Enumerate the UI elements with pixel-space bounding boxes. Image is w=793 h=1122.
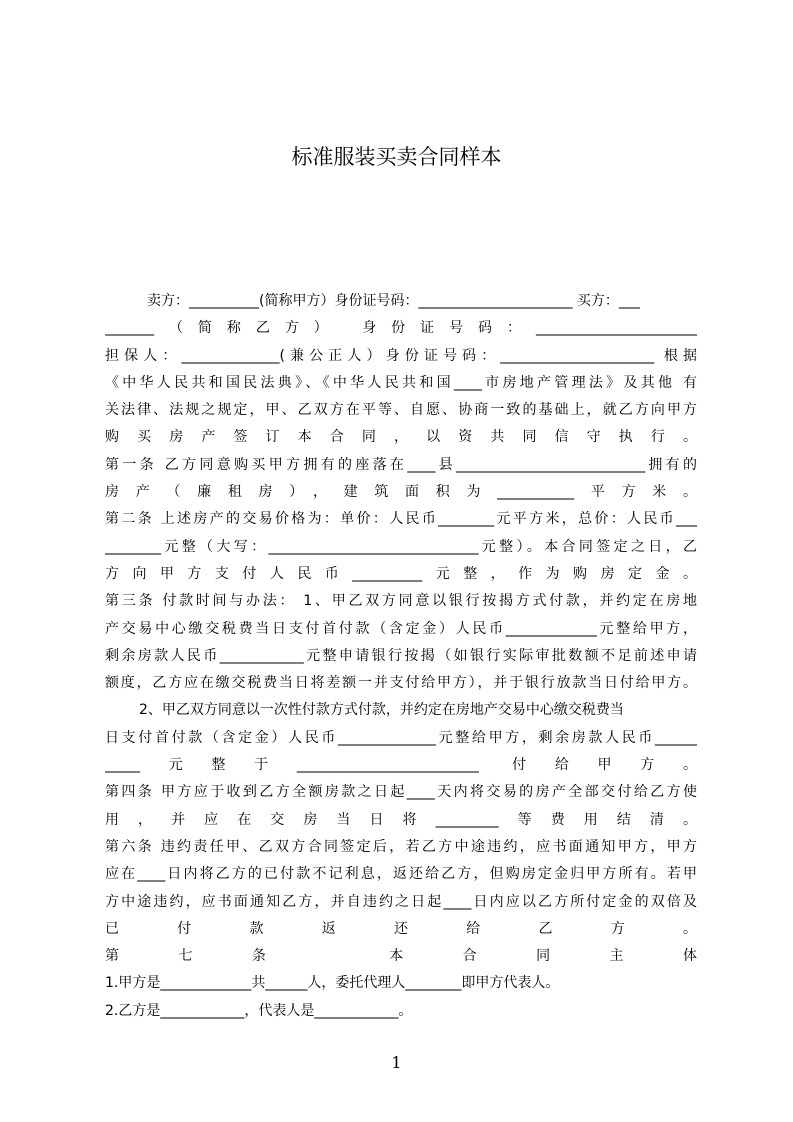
text-line: 第六条 违约责任甲、乙双方合同签定后，若乙方中途违约，应书面通知甲方，甲方 [105, 838, 697, 855]
text-line: 方中途违约，应书面通知乙方，并自违约之日起____日内应以乙方所付定金的双倍及 [105, 893, 697, 910]
text-line: _____元整于__________________________ 付给甲方。 [105, 757, 697, 774]
text-line: 方向甲方支付人民币__________元整，作为购房定金。 [105, 565, 697, 582]
text-line: 2、甲乙双方同意以一次性付款方式付款，并约定在房地产交易中心缴交税费当 [139, 702, 624, 719]
text-line: 卖方：__________(简称甲方）身份证号码：______________________ 买方：___ [147, 293, 640, 309]
text-line: ________元整（大写：______________________________元整）。本合同签定之日，乙 [105, 538, 697, 555]
text-line: 2.乙方是____________，代表人是____________。 [105, 1002, 413, 1019]
text-line: 第二条 上述房产的交易价格为：单价：人民币________元平方米，总价：人民币___ [105, 511, 697, 528]
text-line: 已付款返还给乙方。 [105, 920, 697, 937]
text-line: 日支付首付款（含定金）人民币______________元整给甲方，剩余房款人民币______ [105, 729, 697, 746]
text-line: 产交易中心缴交税费当日支付首付款（含定金）人民币_____________元整给甲方， [105, 620, 697, 637]
text-line: 剩余房款人民币____________元整申请银行按揭（如银行实际审批数额不足前述申请 [105, 647, 697, 664]
text-line: 担保人：______________(兼公正人）身份证号码：______________________ 根据 [105, 347, 697, 364]
document-title: 标准服装买卖合同样本 [291, 145, 502, 169]
page-number: 1 [391, 1053, 402, 1072]
contract-body [105, 288, 697, 1025]
text-line: 1.甲方是_____________共______人，委托代理人________即甲方代表人。 [105, 975, 560, 992]
text-line: 购买房产签订本合同，以资共同信守执行。 [105, 429, 697, 446]
text-line: 第七条 本合同主体 [105, 948, 697, 965]
text-line: 第三条 付款时间与办法： 1、甲乙双方同意以银行按揭方式付款，并约定在房地 [105, 593, 697, 610]
text-line: 第一条 乙方同意购买甲方拥有的座落在____县___________________________拥有的 [105, 456, 697, 473]
text-line: 第四条 甲方应于收到乙方全额房款之日起____天内将交易的房产全部交付给乙方使 [105, 784, 697, 801]
text-line: 应在____日内将乙方的已付款不记利息，返还给乙方，但购房定金归甲方所有。若甲 [105, 866, 697, 883]
text-line: 用，并应在交房当日将_________等费用结清。 [105, 811, 697, 828]
text-line: _______（简称乙方） 身份证号码：_______________________ [105, 320, 697, 337]
text-line: 《中华人民共和国民法典》、《中华人民共和国____市房地产管理法》及其他 有 [105, 374, 697, 391]
text-line: 房产（廉租房），建筑面积为___________平方米。 [105, 484, 697, 501]
text-line: 关法律、法规之规定，甲、乙双方在平等、自愿、协商一致的基础上，就乙方向甲方 [105, 402, 697, 419]
text-line: 额度，乙方应在缴交税费当日将差额一并支付给甲方），并于银行放款当日付给甲方。 [105, 675, 697, 692]
